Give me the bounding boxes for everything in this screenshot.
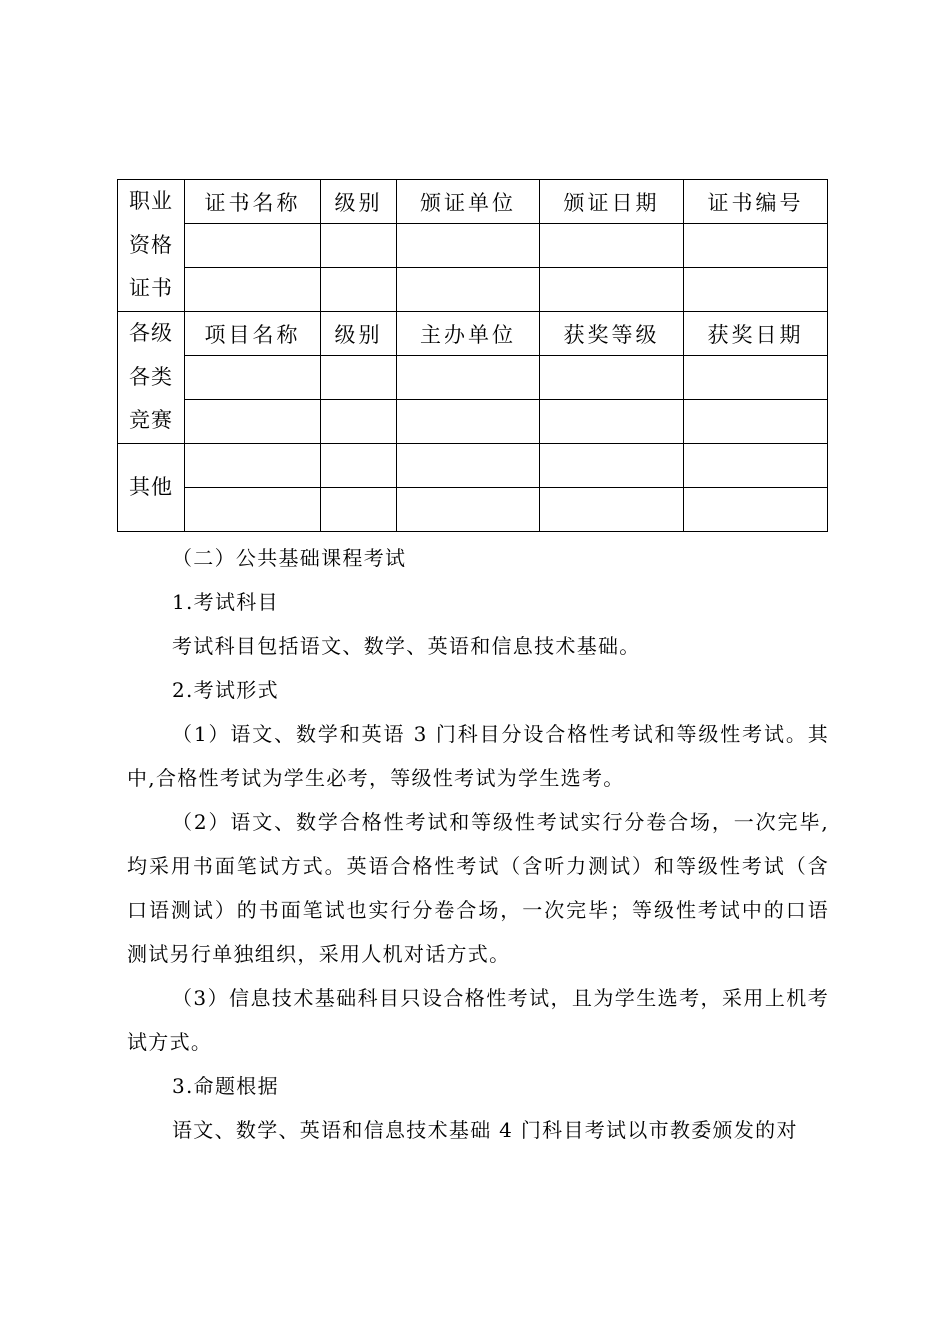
competition-row-label: 各级 各类 竞赛: [118, 312, 185, 444]
item3-heading: 3.命题根据: [172, 1074, 279, 1098]
table-cell[interactable]: [540, 268, 684, 312]
table-cell[interactable]: [397, 268, 540, 312]
table-cell[interactable]: [397, 444, 540, 488]
table-cell[interactable]: [185, 356, 321, 400]
item3-text: 语文、数学、英语和信息技术基础 4 门科目考试以市教委颁发的对: [172, 1118, 798, 1142]
column-header-issuing-unit: 颁证单位: [397, 180, 540, 224]
column-header-level: 级别: [321, 312, 397, 356]
table-cell[interactable]: [540, 356, 684, 400]
award-certificate-table: [117, 179, 828, 532]
table-cell[interactable]: [321, 224, 397, 268]
table-cell[interactable]: [185, 400, 321, 444]
column-header-issue-date: 颁证日期: [540, 180, 684, 224]
table-cell[interactable]: [684, 224, 828, 268]
table-cell[interactable]: [684, 488, 828, 532]
table-cell[interactable]: [397, 488, 540, 532]
item2-paragraph-3: （3）信息技术基础科目只设合格性考试，且为学生选考，采用上机考试方式。: [127, 986, 829, 1054]
column-header-level: 级别: [321, 180, 397, 224]
table-cell[interactable]: [540, 488, 684, 532]
table-cell[interactable]: [397, 224, 540, 268]
column-header-project-name: 项目名称: [185, 312, 321, 356]
table-cell[interactable]: [185, 444, 321, 488]
column-header-organizer: 主办单位: [397, 312, 540, 356]
table-cell[interactable]: [185, 268, 321, 312]
section-heading: （二）公共基础课程考试: [172, 546, 407, 570]
table-row: [118, 488, 828, 532]
table-cell[interactable]: [540, 400, 684, 444]
table-cell[interactable]: [185, 488, 321, 532]
table-cell[interactable]: [321, 268, 397, 312]
table-cell[interactable]: [321, 488, 397, 532]
other-row-label: 其他: [118, 444, 185, 532]
competition-header-row: [118, 312, 828, 356]
document-body: [127, 536, 829, 1152]
table-cell[interactable]: [684, 444, 828, 488]
column-header-award-date: 获奖日期: [684, 312, 828, 356]
table-cell[interactable]: [185, 224, 321, 268]
table-row: [118, 224, 828, 268]
table-cell[interactable]: [321, 356, 397, 400]
item2-paragraph-2: （2）语文、数学合格性考试和等级性考试实行分卷合场，一次完毕,均采用书面笔试方式。英语合格性考试（含听力测试）和等级性考试（含口语测试）的书面笔试也实行分卷合场，一次完毕；等级性考试中的口语测试另行单独组织，采用人机对话方式。: [127, 810, 829, 966]
table-row: [118, 356, 828, 400]
item2-heading: 2.考试形式: [172, 678, 279, 702]
item2-paragraph-1: （1）语文、数学和英语 3 门科目分设合格性考试和等级性考试。其中,合格性考试为学生必考，等级性考试为学生选考。: [127, 722, 829, 790]
table-cell[interactable]: [540, 224, 684, 268]
table-cell[interactable]: [684, 356, 828, 400]
table-row: [118, 444, 828, 488]
table-cell[interactable]: [321, 444, 397, 488]
column-header-award-grade: 获奖等级: [540, 312, 684, 356]
certificate-row-label: 职业 资格 证书: [118, 180, 185, 312]
item1-heading: 1.考试科目: [172, 590, 279, 614]
column-header-certificate-name: 证书名称: [185, 180, 321, 224]
table-cell[interactable]: [684, 400, 828, 444]
certificate-header-row: [118, 180, 828, 224]
table-row: [118, 268, 828, 312]
table-row: [118, 400, 828, 444]
table-cell[interactable]: [321, 400, 397, 444]
table-cell[interactable]: [684, 268, 828, 312]
table-cell[interactable]: [540, 444, 684, 488]
item1-text: 考试科目包括语文、数学、英语和信息技术基础。: [172, 634, 641, 658]
table-cell[interactable]: [397, 356, 540, 400]
table-cell[interactable]: [397, 400, 540, 444]
column-header-certificate-number: 证书编号: [684, 180, 828, 224]
